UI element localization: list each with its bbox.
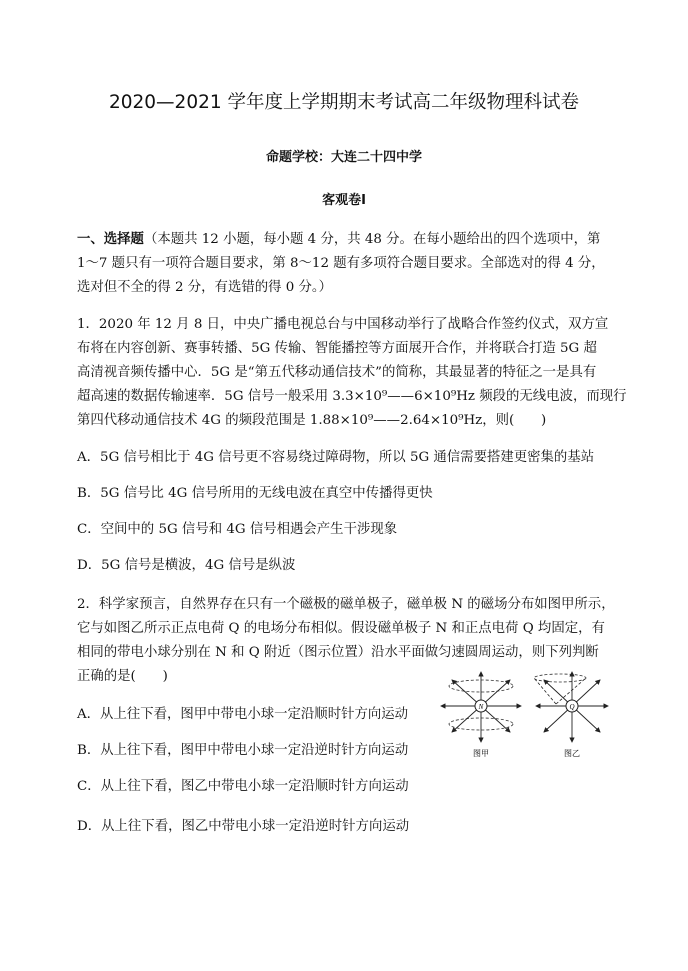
- field-figure: [436, 668, 616, 764]
- q1-line-5: 第四代移动通信技术 4G 的频段范围是 1.88×10⁹——2.64×10⁹Hz，则( ): [77, 413, 547, 428]
- instructions-line-1: [77, 228, 600, 247]
- q1-line-2: 布将在内容创新、赛事转播、5G 传输、智能播控等方面展开合作，并将联合打造 5G 超: [77, 341, 597, 356]
- q2-line-4: 正确的是( ): [77, 669, 168, 684]
- pole-n-label: N: [478, 703, 484, 711]
- q1-option-c: C．空间中的 5G 信号和 4G 信号相遇会产生干涉现象: [77, 522, 398, 537]
- q1-option-d: D．5G 信号是横波，4G 信号是纵波: [77, 558, 296, 573]
- q2-option-b: B．从上往下看，图甲中带电小球一定沿逆时针方向运动: [77, 743, 409, 758]
- q1-option-b: B．5G 信号比 4G 信号所用的无线电波在真空中传播得更快: [77, 486, 433, 501]
- school-line: 命题学校：大连二十四中学: [265, 150, 422, 165]
- figure-jia: [441, 672, 521, 758]
- q1-line-3: 高清视音频传播中心．5G 是“第五代移动通信技术”的简称，其最显著的特征之一是具有: [77, 365, 597, 380]
- q1-option-a: A．5G 信号相比于 4G 信号更不容易绕过障碍物，所以 5G 通信需要搭建更密集的基站: [77, 450, 595, 465]
- figure-yi-label: 图乙: [564, 749, 580, 758]
- figure-jia-label: 图甲: [473, 749, 489, 758]
- q2-option-a: A．从上往下看，图甲中带电小球一定沿顺时针方向运动: [77, 707, 409, 722]
- pole-q-label: Q: [569, 703, 575, 711]
- instructions-heading: 一、选择题: [77, 232, 144, 247]
- figure-yi: [534, 672, 608, 758]
- q1-line-4: 超高速的数据传输速率．5G 信号一般采用 3.3×10⁹——6×10⁹Hz 频段的无线电波，而现行: [77, 389, 627, 404]
- q2-line-1: 2．科学家预言，自然界存在只有一个磁极的磁单极子，磁单极 N 的磁场分布如图甲所示，: [77, 597, 615, 612]
- page-title: 2020—2021 学年度上学期期末考试高二年级物理科试卷: [108, 92, 580, 113]
- q2-line-2: 它与如图乙所示正点电荷 Q 的电场分布相似。假设磁单极子 N 和正点电荷 Q 均固定，有: [77, 621, 605, 636]
- section-heading: 客观卷Ⅰ: [322, 193, 366, 208]
- instructions-text-1: （本题共 12 小题，每小题 4 分，共 48 分。在每小题给出的四个选项中，第: [143, 232, 601, 247]
- instructions-line-3: 选对但不全的得 2 分，有选错的得 0 分。）: [77, 280, 333, 295]
- q2-option-c: C．从上往下看，图乙中带电小球一定沿顺时针方向运动: [77, 779, 409, 794]
- instructions-line-2: 1～7 题只有一项符合题目要求，第 8～12 题有多项符合题目要求。全部选对的得 4 分，: [77, 256, 605, 271]
- q2-option-d: D．从上往下看，图乙中带电小球一定沿逆时针方向运动: [77, 819, 410, 834]
- q2-line-3: 相同的带电小球分别在 N 和 Q 附近（图示位置）沿水平面做匀速圆周运动，则下列判断: [77, 645, 599, 660]
- q1-line-1: 1．2020 年 12 月 8 日，中央广播电视总台与中国移动举行了战略合作签约仪式，双方宣: [77, 317, 609, 332]
